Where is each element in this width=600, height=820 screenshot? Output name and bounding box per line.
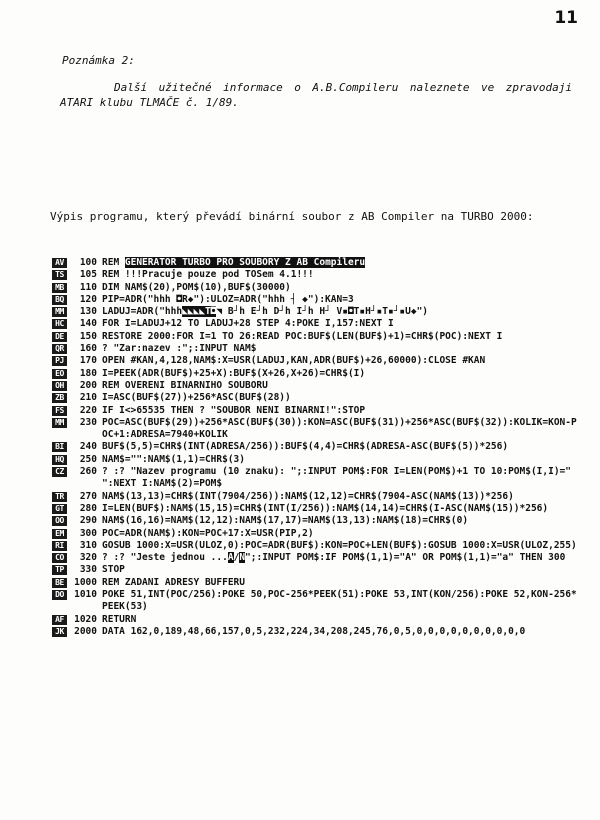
listing-line: [52, 614, 582, 626]
line-number: 200: [79, 379, 97, 391]
listing-line: [52, 257, 582, 269]
code-text: [102, 405, 582, 417]
listing-line: [52, 454, 582, 466]
checksum-badge: BQ: [52, 295, 67, 305]
code-text: [102, 257, 582, 269]
checksum-badge: BE: [52, 578, 67, 588]
code-segment: BUF$(5,5)=CHR$(INT(ADRESA/256)):BUF$(4,4)=CHR$(ADRESA-ASC(BUF$(5))*256): [102, 441, 509, 453]
code-segment: ? :? "Nazev programu (10 znaku): ";:INPUT POM$:FOR I=LEN(POM$)+1 TO 10:POM$(I,I)=" ":NEXT I:NAM$(2)=POM$: [102, 466, 577, 490]
code-text: [102, 417, 582, 442]
checksum-badge: CZ: [52, 467, 67, 477]
listing-line: [52, 577, 582, 589]
code-segment: NAM$="":NAM$(1,1)=CHR$(3): [102, 453, 245, 465]
listing-line: [52, 417, 582, 442]
note-body: Další užitečné informace o A.B.Compileru naleznete ve zpravodaji ATARI klubu TLMAČE č. 1/89.: [60, 81, 572, 109]
checksum-badge: EO: [52, 369, 67, 379]
code-segment: NAM$(13,13)=CHR$(INT(7904/256)):NAM$(12,12)=CHR$(7904-ASC(NAM$(13))*256): [102, 490, 514, 502]
line-number: 100: [79, 257, 97, 268]
listing-line: [52, 355, 582, 367]
listing-line: [52, 626, 582, 638]
checksum-badge: MM: [52, 307, 67, 317]
page-number: 11: [554, 8, 578, 28]
checksum-badge: BI: [52, 442, 67, 452]
listing-line: [52, 343, 582, 355]
code-text: [102, 626, 582, 638]
inverse-text: GENERATOR TURBO PRO SOUBORY Z AB Compileru: [124, 257, 366, 268]
checksum-badge: FS: [52, 406, 67, 416]
line-number: 220: [79, 404, 97, 416]
code-text: [102, 466, 582, 491]
line-number: 280: [79, 502, 97, 514]
checksum-badge: DE: [52, 332, 67, 342]
line-number: 150: [79, 330, 97, 342]
line-number: 140: [79, 318, 97, 330]
code-text: [102, 491, 582, 503]
line-number: 180: [79, 367, 97, 379]
checksum-badge: JK: [52, 627, 67, 637]
listing-line: [52, 503, 582, 515]
code-segment: REM: [102, 257, 125, 268]
code-segment: REM ZADANI ADRESY BUFFERU: [102, 576, 245, 588]
checksum-badge: ZB: [52, 393, 67, 403]
code-segment: REM !!!Pracuje pouze pod TOSem 4.1!!!: [102, 269, 314, 281]
checksum-badge: HC: [52, 319, 67, 329]
code-text: [102, 515, 582, 527]
line-number: 260: [79, 466, 97, 478]
code-text: [102, 577, 582, 589]
intro-paragraph: Výpis programu, který převádí binární soubor z AB Compiler na TURBO 2000:: [50, 210, 534, 223]
code-segment: /: [233, 552, 240, 564]
listing-line: [52, 392, 582, 404]
checksum-badge: EM: [52, 529, 67, 539]
listing-line: [52, 306, 582, 318]
code-segment: POC=ADR(NAM$):KON=POC+17:X=USR(PIP,2): [102, 527, 314, 539]
code-text: [102, 355, 582, 367]
checksum-badge: TR: [52, 492, 67, 502]
line-number: 1000: [74, 576, 97, 588]
code-text: [102, 294, 582, 306]
line-number: 310: [79, 539, 97, 551]
code-segment: ? "Zar:nazev :";:INPUT NAM$: [102, 343, 257, 355]
listing-line: [52, 380, 582, 392]
code-segment: GOSUB 1000:X=USR(ULOZ,0):POC=ADR(BUF$):KON=POC+LEN(BUF$):GOSUB 1000:X=USR(ULOZ,255): [102, 539, 577, 551]
checksum-badge: OH: [52, 381, 67, 391]
checksum-badge: PJ: [52, 356, 67, 366]
code-segment: DIM NAM$(20),POM$(10),BUF$(30000): [102, 281, 291, 293]
line-number: 120: [79, 293, 97, 305]
code-segment: POKE 51,INT(POC/256):POKE 50,POC-256*PEEK(51):POKE 53,INT(KON/256):POKE 52,KON-256*PEEK(53): [102, 589, 577, 613]
code-segment: ";:INPUT POM$:IF POM$(1,1)="A" OR POM$(1,1)="a" THEN 300: [245, 552, 566, 564]
code-text: [102, 552, 582, 564]
inverse-text: A: [227, 552, 234, 564]
code-segment: I=PEEK(ADR(BUF$)+25+X):BUF$(X+26,X+26)=CHR$(I): [102, 367, 366, 379]
code-segment: RESTORE 2000:FOR I=1 TO 26:READ POC:BUF$(LEN(BUF$)+1)=CHR$(POC):NEXT I: [102, 330, 503, 342]
line-number: 240: [79, 441, 97, 453]
line-number: 2000: [74, 625, 97, 637]
code-text: [102, 614, 582, 626]
line-number: 290: [79, 515, 97, 527]
listing-line: [52, 294, 582, 306]
checksum-badge: HQ: [52, 455, 67, 465]
listing-line: [52, 441, 582, 453]
code-segment: ◥ B┘h E┘h D┘h I┘h H┘ V▪◘T▪H┘▪T▪┘▪U◆"): [216, 306, 429, 318]
code-text: [102, 380, 582, 392]
code-text: [102, 343, 582, 355]
code-segment: ? :? "Jeste jednou ...: [102, 552, 228, 564]
listing-line: [52, 515, 582, 527]
checksum-badge: AF: [52, 615, 67, 625]
code-segment: POC=ASC(BUF$(29))+256*ASC(BUF$(30)):KON=ASC(BUF$(31))+256*ASC(BUF$(32)):KOLIK=KON-POC+1:ADRESA=7940+KOLIK: [102, 416, 577, 441]
line-number: 270: [79, 490, 97, 502]
checksum-badge: DO: [52, 590, 67, 600]
checksum-badge: QR: [52, 344, 67, 354]
code-segment: DATA 162,0,189,48,66,157,0,5,232,224,34,208,245,76,0,5,0,0,0,0,0,0,0,0,0,0: [102, 625, 526, 637]
code-text: [102, 269, 582, 281]
code-text: [102, 441, 582, 453]
inverse-text: ◣◣◣◣T◘: [182, 306, 217, 318]
code-segment: I=ASC(BUF$(27))+256*ASC(BUF$(28)): [102, 392, 291, 404]
code-segment: STOP: [102, 564, 125, 576]
line-number: 1020: [74, 613, 97, 625]
program-listing: [52, 257, 582, 638]
code-text: [102, 392, 582, 404]
line-number: 1010: [74, 589, 97, 601]
checksum-badge: TS: [52, 270, 67, 280]
line-number: 170: [79, 355, 97, 367]
line-number: 160: [79, 343, 97, 355]
listing-line: [52, 269, 582, 281]
listing-line: [52, 589, 582, 614]
code-text: [102, 564, 582, 576]
listing-line: [52, 552, 582, 564]
line-number: 320: [79, 552, 97, 564]
listing-line: [52, 405, 582, 417]
code-text: [102, 318, 582, 330]
code-segment: OPEN #KAN,4,128,NAM$:X=USR(LADUJ,KAN,ADR(BUF$)+26,60000):CLOSE #KAN: [102, 355, 486, 367]
line-number: 130: [79, 306, 97, 318]
code-text: [102, 306, 582, 318]
line-number: 230: [79, 416, 97, 428]
line-number: 330: [79, 564, 97, 576]
checksum-badge: AV: [52, 258, 67, 268]
code-text: [102, 454, 582, 466]
checksum-badge: GT: [52, 504, 67, 514]
line-number: 105: [79, 269, 97, 281]
listing-line: [52, 368, 582, 380]
listing-line: [52, 331, 582, 343]
listing-line: [52, 528, 582, 540]
checksum-badge: MB: [52, 283, 67, 293]
checksum-badge: CO: [52, 553, 67, 563]
code-text: [102, 368, 582, 380]
listing-line: [52, 318, 582, 330]
listing-line: [52, 491, 582, 503]
line-number: 210: [79, 392, 97, 404]
listing-line: [52, 540, 582, 552]
listing-line: [52, 564, 582, 576]
checksum-badge: TP: [52, 565, 67, 575]
checksum-badge: OO: [52, 516, 67, 526]
code-text: [102, 282, 582, 294]
code-text: [102, 540, 582, 552]
code-text: [102, 528, 582, 540]
listing-line: [52, 282, 582, 294]
code-segment: FOR I=LADUJ+12 TO LADUJ+28 STEP 4:POKE I,157:NEXT I: [102, 318, 394, 330]
code-segment: PIP=ADR("hhh ◘R◆"):ULOZ=ADR("hhh ┤ ◆"):KAN=3: [102, 293, 354, 305]
line-number: 300: [79, 527, 97, 539]
code-text: [102, 503, 582, 515]
checksum-badge: RI: [52, 541, 67, 551]
code-segment: NAM$(16,16)=NAM$(12,12):NAM$(17,17)=NAM$(13,13):NAM$(18)=CHR$(0): [102, 515, 469, 527]
code-segment: I=LEN(BUF$):NAM$(15,15)=CHR$(INT(I/256)):NAM$(14,14)=CHR$(I-ASC(NAM$(15))*256): [102, 502, 549, 514]
code-segment: REM OVERENI BINARNIHO SOUBORU: [102, 379, 268, 391]
code-text: [102, 331, 582, 343]
note-title: Poznámka 2:: [62, 54, 135, 67]
line-number: 110: [79, 281, 97, 293]
code-segment: RETURN: [102, 613, 137, 625]
checksum-badge: MM: [52, 418, 67, 428]
inverse-text: N: [239, 552, 246, 564]
listing-line: [52, 466, 582, 491]
code-text: [102, 589, 582, 614]
code-segment: IF I<>65535 THEN ? "SOUBOR NENI BINARNI!":STOP: [102, 404, 366, 416]
line-number: 250: [79, 453, 97, 465]
code-segment: LADUJ=ADR("hhh: [102, 306, 183, 318]
